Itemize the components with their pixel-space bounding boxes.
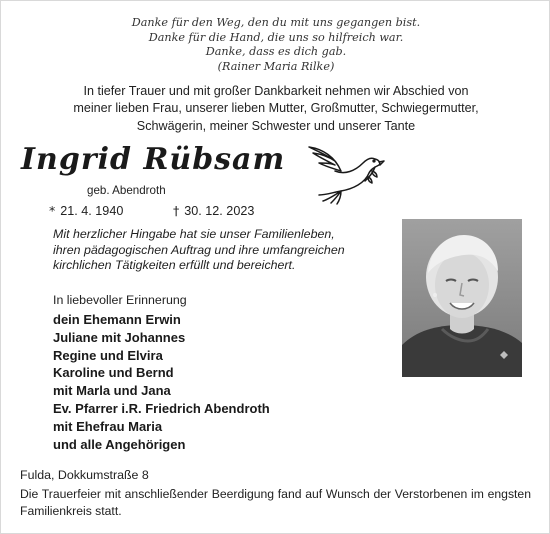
mourner-entry: Regine und Elvira	[53, 347, 163, 363]
deceased-name: Ingrid Rübsam	[21, 142, 286, 177]
tribute-line: ihren pädagogischen Auftrag und ihre umfangreichen	[53, 242, 345, 257]
mourners-list	[53, 311, 270, 453]
birth-date	[49, 203, 123, 218]
birth-symbol: *	[49, 203, 56, 218]
poem-author: (Rainer Maria Rilke)	[217, 59, 335, 73]
rilke-poem	[1, 16, 550, 74]
tribute-text	[53, 227, 345, 274]
tribute-line: kirchlichen Tätigkeiten erfüllt und bereichert.	[53, 258, 296, 273]
death-symbol: †	[173, 203, 180, 218]
dove-icon	[305, 141, 387, 205]
portrait-photo	[402, 219, 522, 377]
mourner-entry: Juliane mit Johannes	[53, 329, 186, 345]
poem-line: Danke, dass es dich gab.	[205, 45, 347, 59]
mourner-entry: mit Ehefrau Maria	[53, 418, 163, 434]
memory-lead: In liebevoller Erinnerung	[53, 293, 187, 307]
poem-line: Danke für den Weg, den du mit uns gegangen bist.	[131, 16, 421, 29]
death-date-value: 30. 12. 2023	[184, 204, 255, 218]
mourner-entry: Karoline und Bernd	[53, 365, 174, 381]
birth-date-value: 21. 4. 1940	[60, 204, 124, 218]
intro-line: In tiefer Trauer und mit großer Dankbarkeit nehmen wir Abschied von	[83, 84, 469, 98]
maiden-name: geb. Abendroth	[87, 184, 166, 197]
family-address: Fulda, Dokkumstraße 8	[20, 468, 149, 482]
mourner-entry: Ev. Pfarrer i.R. Friedrich Abendroth	[53, 400, 270, 416]
intro-text	[1, 83, 550, 135]
funeral-note: Die Trauerfeier mit anschließender Beerdigung fand auf Wunsch der Verstorbenen im engsten Familienkreis statt.	[20, 487, 531, 518]
tribute-line: Mit herzlicher Hingabe hat sie unser Familienleben,	[53, 227, 335, 241]
death-date	[173, 203, 254, 218]
mourner-entry: dein Ehemann Erwin	[53, 312, 181, 327]
poem-line: Danke für die Hand, die uns so hilfreich war.	[148, 30, 404, 44]
intro-line: meiner lieben Frau, unserer lieben Mutter, Großmutter, Schwiegermutter,	[73, 101, 479, 116]
mourner-entry: und alle Angehörigen	[53, 436, 186, 452]
mourner-entry: mit Marla und Jana	[53, 383, 171, 399]
intro-line: Schwägerin, meiner Schwester und unserer Tante	[136, 118, 416, 133]
